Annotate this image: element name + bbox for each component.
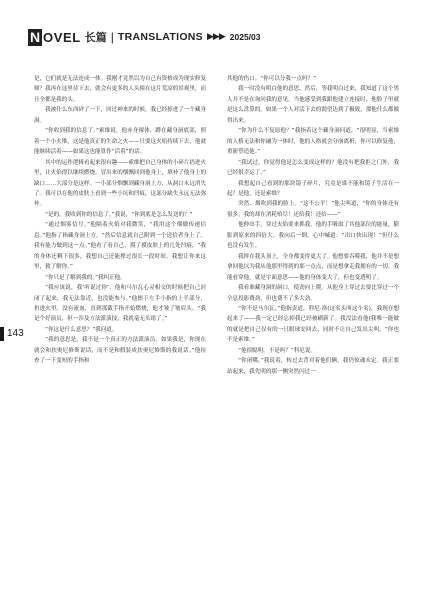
paragraph: “你收到我的信息了。”索维说。他赤身裸体，蹲在藏身洞底部，照着一个小火堆，这是他真正的生命之火——只要这火焰持续下去，他就能继续活着——如果这也能算作“活着”的话。 xyxy=(34,128,206,156)
left-text-column xyxy=(34,74,206,584)
paragraph: “你为什么不复原他？”我指着这个藏身洞问道，“很明显，当索维的人格无法和你融为一体时，他的人格就会分崩离析，你可以修复他，重新塑造他。” xyxy=(227,128,399,156)
paragraph: 我想起自己看到的那块镜子碎片，究竟是谁不能和镜子生活在一起？是他，还是索维？ xyxy=(227,180,399,197)
paragraph: “我试过。你觉得他是怎么变成这样的？他没有把我拒之门外，我已经很幸运了。” xyxy=(227,159,399,177)
paragraph: 突然，烟吹到我的脸上。“这不公平！”他尖叫道，“你的身体还有很多，我的却在消耗殆尽！还给我！还给——” xyxy=(227,201,399,218)
logo-letter: N xyxy=(29,28,41,45)
right-text-column xyxy=(227,74,399,584)
section-title: TRANSLATIONS xyxy=(117,30,203,43)
issue-date: 2025/03 xyxy=(229,31,261,42)
paragraph: “你不是马尔瓦。”他指责道，科尼·洛(这名头叫这个名)，我现在想起来了——我一定已经忘掉我已经被刷新了。我没法看他(我唯一能做的就是把自己仅有的一只眼球安回去，同时不让自己发出尖叫。“你也不是索维。” xyxy=(227,305,399,344)
page-number: 143 xyxy=(7,328,24,339)
paragraph: “你只是了解到我的。”我纠正他。 xyxy=(45,274,126,281)
page-number-marker xyxy=(0,327,4,341)
paragraph: 其中的运作逻辑看起来很有趣——索维把自己身体的小碎片扔进火里，让火焰得以继续燃烧。冒出来的烟飘回到他身上，填补了他身上的缺口……大部分是这样。一小部分烟飘到藏身洞上方，从洞口永远消失了。我可以在他的皮肤上看到一些小坑和凹痕，这部分缺失永远无法弥补。 xyxy=(34,159,206,208)
paragraph: 其他的伤口。“你可以分我一点吗？” xyxy=(227,76,316,82)
header-separator: | xyxy=(110,29,114,44)
paragraph: 是，它们就是无法连成一体。我刚才竟然以为自己有资格成为现实修复师？我再在这里待下去，就会有更多的人头撞在这片荒凉的景观里，而且全都是我的头。 xyxy=(34,76,206,103)
paragraph: “通过烟雾信号。”他隔着火焰对我微笑，“我用这个烟做传递信息。”他指了指藏身洞上方，“然后信息就自己附到一个送信者身上了。我有能力做到这一点。”他看了看自己，摸了摸皮肤上的几处凹痕，“我的身体还剩下很多，我想自己还能撑过很长一段时间。我想让你来这里，救了解你。” xyxy=(34,222,206,271)
paragraph: “我的意思是，我不是一个真正的方法派演员。如果我是，你现在就会和扶奥尼修斯说话，而不是和假装成扶奥尼修斯的我说话。”他捡查了一下变短的手指和 xyxy=(34,337,206,365)
paragraph: “他很聪明，不是吗？”科尼说。 xyxy=(238,347,316,354)
paragraph: “你闭嘴。”我说着，转过去背对着他们俩，我仍惊魂未定。我正要站起来，我先明的那一侧突然闪过一 xyxy=(227,358,399,375)
paragraph: “我应该说，我‘听说过你’。他和马尔瓦心灵相交的时候把自己封闭了起来，我无法靠近，也没能参与。”他擦下左手小指的上半部分，扔进火里。没有流血，直到那截手指开始燃烧，他才皱了皱眉头。“我是个好演员，但一涉及方法派演技，我就毫无头绪了。” xyxy=(34,285,206,323)
magazine-header xyxy=(28,27,261,47)
paragraph: 我一时没有明白他的意思，然后，等我明白过来，我知道了这个男人并不是在询问我的意见。当他感受到我跟他建立连接时，他脸子里就是这么盘算的。如果一个人对活下去的渴望达到了极致，那他什么都做得出来。 xyxy=(227,86,399,124)
paragraph: 他伸出手，穿过火焰要来抓我。他的手吸取了其他部位的能量，膨胀到原来的四倍大。我向后一倒，心中喊道：“出口快出现！”但什么也没有发生。 xyxy=(227,222,399,250)
paragraph: 我被什么东西砰了一下，回过神来的时候，我已经掉进了一个藏身洞。 xyxy=(34,107,206,124)
brand-name-cn: 长篇 xyxy=(84,30,107,44)
brand-name: OVEL xyxy=(43,29,81,45)
arrows-icon: ▶▶▶ xyxy=(207,31,225,42)
paragraph: 我看准藏身洞的洞口，使劲向上爬。从他身上穿过去要比穿过一个全息投影费劲，但也费不了多大劲。 xyxy=(227,285,399,302)
paragraph: 我摔在我头顶上，全身都变得更大了。他想要吞噬我，他并不是想拿回他以为我从他那里得到的那一点点，而是想拿走我拥有的一切。我能看穿他，就是字面意思——他的身体变大了，但也变透明了。 xyxy=(227,253,399,281)
paragraph: “是的，我收到你的信息了。”我说，“你到底是怎么发送的？” xyxy=(45,211,193,218)
paragraph: “你这是什么意思？”我问道。 xyxy=(45,326,118,333)
